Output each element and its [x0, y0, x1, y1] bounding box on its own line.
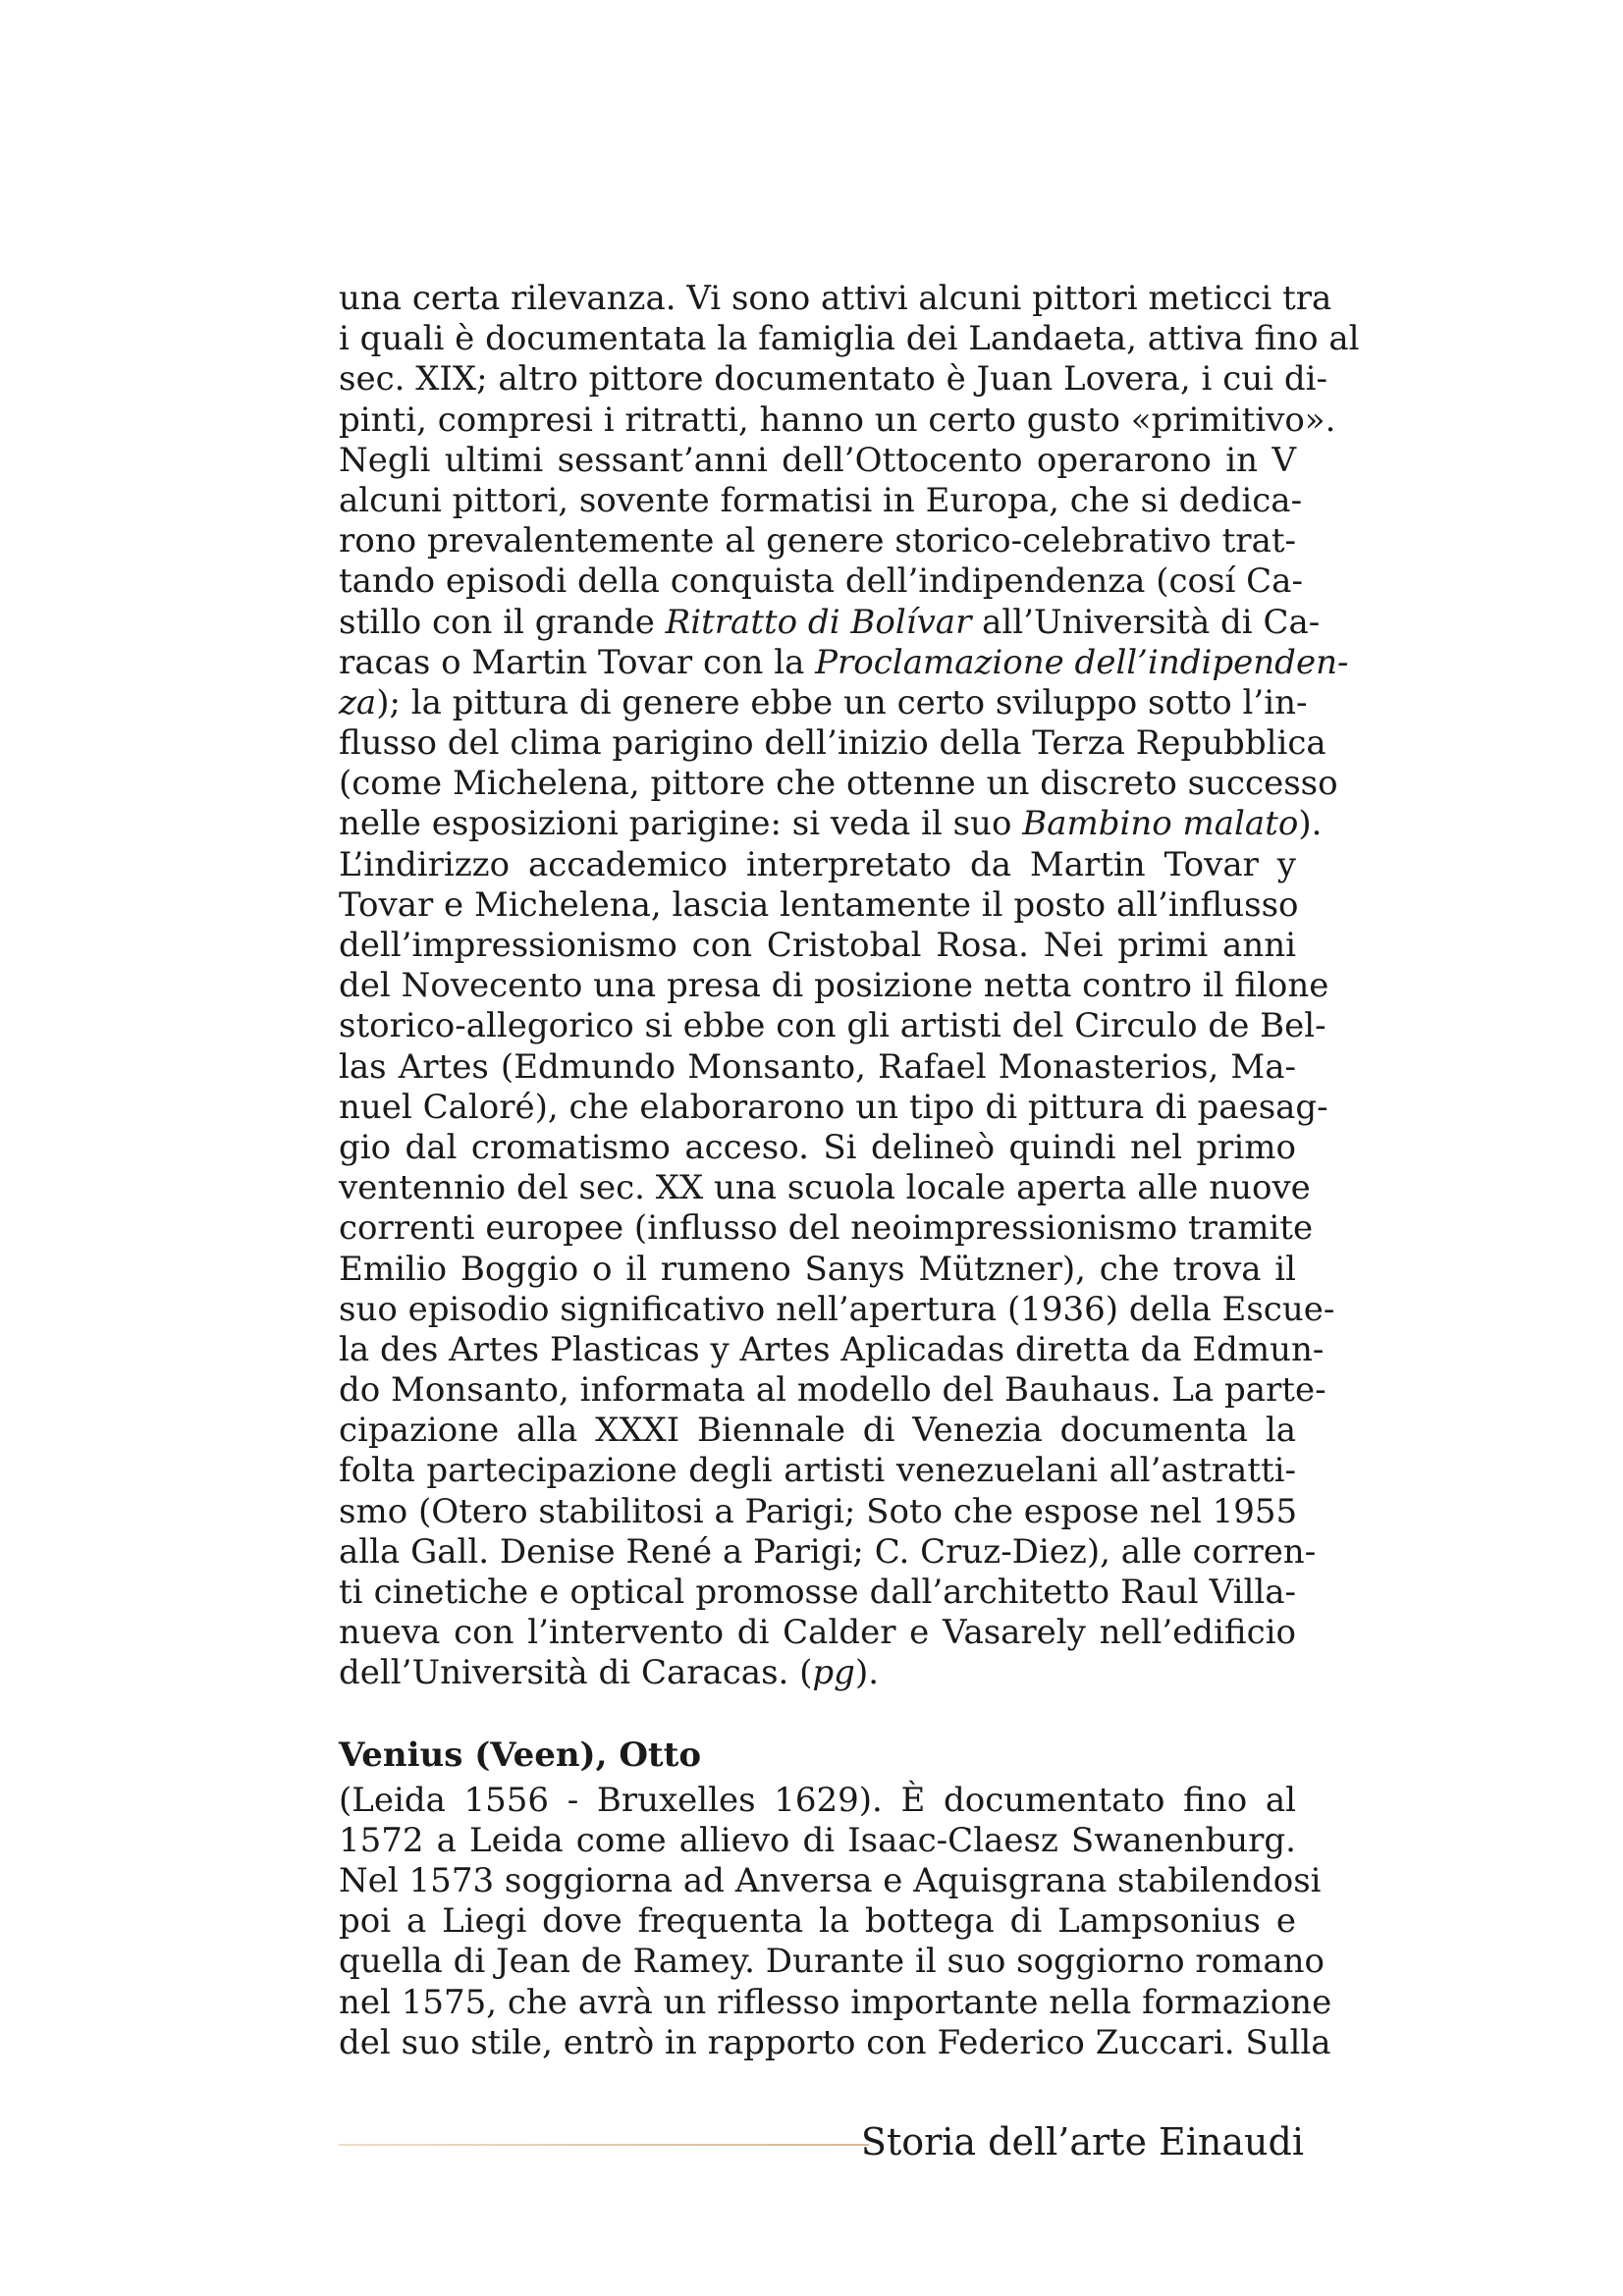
- text-line: stillo con il grande Ritratto di Bolívar all’Università di Ca-: [339, 602, 1321, 642]
- text-line: las Artes (Edmundo Monsanto, Rafael Monasterios, Ma-: [339, 1046, 1296, 1087]
- text-line: 1572 a Leida come allievo di Isaac-Claesz Swanenburg.: [339, 1820, 1296, 1860]
- text-line: gio dal cromatismo acceso. Si delineò quindi nel primo: [339, 1127, 1296, 1167]
- text-line: la des Artes Plasticas y Artes Aplicadas diretta da Edmun-: [339, 1329, 1325, 1369]
- text-line: racas o Martin Tovar con la Proclamazione dell’indipenden-: [339, 642, 1349, 682]
- text-line: nueva con l’intervento di Calder e Vasarely nell’edificio: [339, 1613, 1296, 1653]
- text-line: ti cinetiche e optical promosse dall’architetto Raul Villa-: [339, 1573, 1296, 1612]
- text-line: smo (Otero stabilitosi a Parigi; Soto che espose nel 1955: [339, 1491, 1298, 1531]
- text-line: i quali è documentata la famiglia dei Landaeta, attiva fino al: [339, 319, 1360, 359]
- text-line: correnti europee (influsso del neoimpressionismo tramite: [339, 1208, 1314, 1249]
- text-line: folta partecipazione degli artisti venezuelani all’astratti-: [339, 1451, 1296, 1491]
- artwork-title: Ritratto di Bolívar: [665, 602, 972, 642]
- text-line: una certa rilevanza. Vi sono attivi alcuni pittori meticci tra: [339, 279, 1332, 318]
- text-line: dell’impressionismo con Cristobal Rosa. Nei primi anni: [339, 926, 1296, 965]
- text-line: do Monsanto, informata al modello del Bauhaus. La parte-: [339, 1370, 1326, 1411]
- text-line: nel 1575, che avrà un riflesso importante nella formazione: [339, 1982, 1332, 2022]
- text-line: Tovar e Michelena, lascia lentamente il posto all’influsso: [339, 884, 1299, 925]
- author-initials: pg: [812, 1653, 855, 1693]
- publication-title: Storia dell’arte Einaudi: [860, 2120, 1304, 2163]
- text-line: ventennio del sec. XX una scuola locale aperta alle nuove: [339, 1168, 1311, 1208]
- text-line: sec. XIX; altro pittore documentato è Juan Lovera, i cui di-: [339, 359, 1327, 400]
- entry-title: Venius (Veen), Otto: [339, 1735, 702, 1775]
- text-line: (come Michelena, pittore che ottenne un discreto successo: [339, 764, 1338, 804]
- text-line: cipazione alla XXXI Biennale di Venezia documenta la: [339, 1411, 1296, 1451]
- footer-rule: [339, 2144, 869, 2146]
- text-line: quella di Jean de Ramey. Durante il suo soggiorno romano: [339, 1942, 1325, 1982]
- text-line: za); la pittura di genere ebbe un certo sviluppo sotto l’in-: [339, 682, 1308, 722]
- text-line: storico-allegorico si ebbe con gli artisti del Circulo de Bel-: [339, 1006, 1326, 1046]
- article-body: [339, 279, 1360, 2063]
- artwork-title: Bambino malato: [1022, 804, 1299, 844]
- text-line: nelle esposizioni parigine: si veda il suo Bambino malato).: [339, 804, 1323, 844]
- text-line: flusso del clima parigino dell’inizio della Terza Repubblica: [339, 723, 1326, 764]
- page-footer: [339, 2114, 1304, 2169]
- text-line: tando episodi della conquista dell’indipendenza (cosí Ca-: [339, 561, 1303, 602]
- text-line: del suo stile, entrò in rapporto con Federico Zuccari. Sulla: [339, 2022, 1331, 2062]
- text-line: suo episodio significativo nell’apertura (1936) della Escue-: [339, 1289, 1335, 1329]
- text-line: del Novecento una presa di posizione netta contro il filone: [339, 966, 1329, 1006]
- text-line: (Leida 1556 - Bruxelles 1629). È documentato fino al: [339, 1780, 1296, 1820]
- text-line: dell’Università di Caracas. (pg).: [339, 1653, 880, 1693]
- artwork-title: Proclamazione dell’indipenden-: [815, 642, 1349, 682]
- text-line: poi a Liegi dove frequenta la bottega di Lampsonius e: [339, 1901, 1296, 1942]
- artwork-title: za: [339, 682, 377, 722]
- text-line: alcuni pittori, sovente formatisi in Europa, che si dedica-: [339, 480, 1303, 520]
- continuation-paragraph: [339, 279, 1360, 1694]
- text-line: Negli ultimi sessant’anni dell’Ottocento operarono in V: [339, 440, 1296, 480]
- text-line: pinti, compresi i ritratti, hanno un certo gusto «primitivo».: [339, 400, 1336, 440]
- text-line: alla Gall. Denise René a Parigi; C. Cruz-Diez), alle corren-: [339, 1531, 1317, 1572]
- entry-paragraph: [339, 1780, 1332, 2063]
- text-line: rono prevalentemente al genere storico-celebrativo trat-: [339, 521, 1296, 561]
- text-line: Nel 1573 soggiorna ad Anversa e Aquisgrana stabilendosi: [339, 1860, 1322, 1900]
- text-line: nuel Caloré), che elaborarono un tipo di pittura di paesag-: [339, 1087, 1328, 1127]
- text-line: Emilio Boggio o il rumeno Sanys Mützner), che trova il: [339, 1249, 1296, 1289]
- text-line: L’indirizzo accademico interpretato da Martin Tovar y: [339, 844, 1296, 884]
